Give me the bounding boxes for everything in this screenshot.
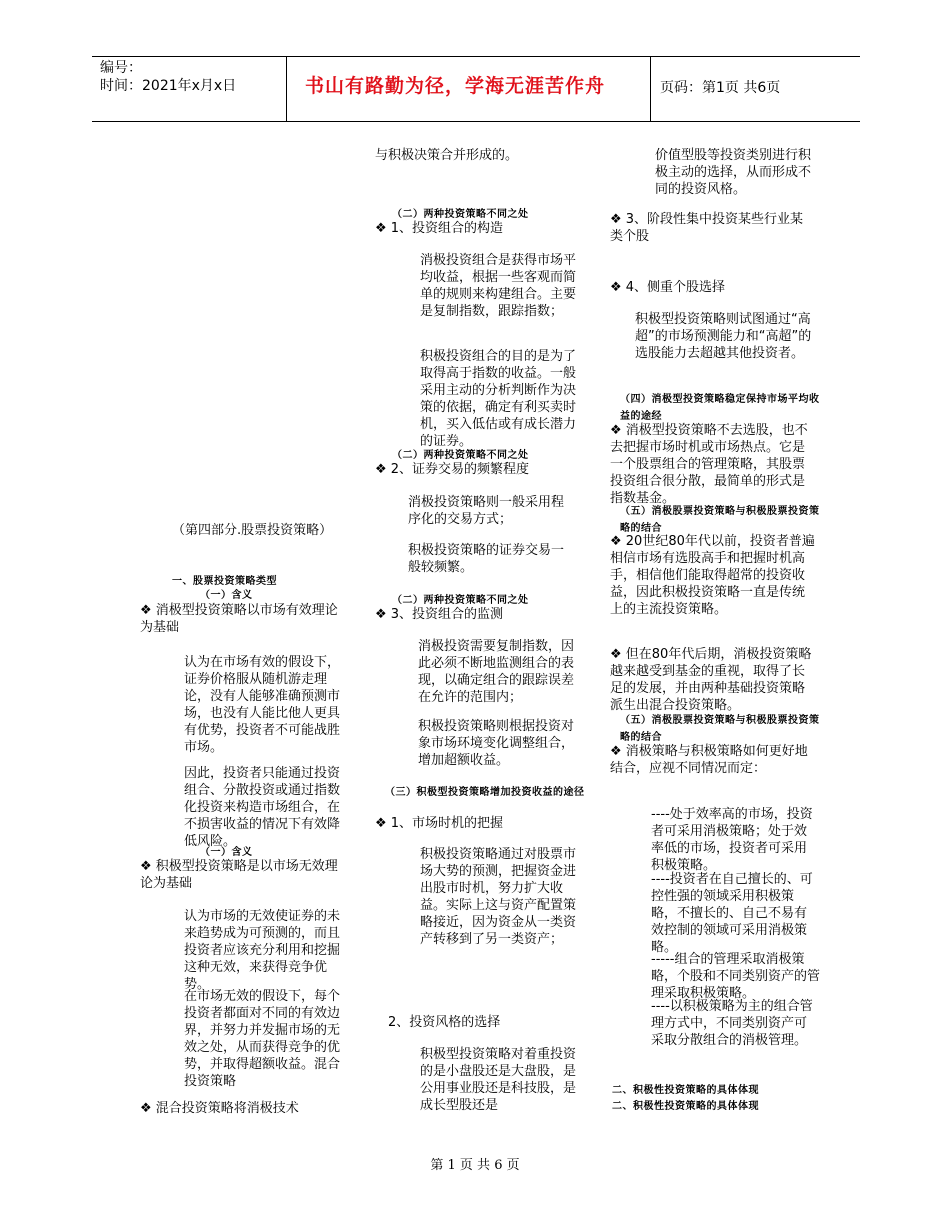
paragraph: 积极投资组合的目的是为了取得高于指数的收益。一般采用主动的分析判断作为决策的依据，确定有利买卖时机，买入低估或有成长潜力的证券。 xyxy=(420,349,577,449)
paragraph: 积极型投资策略对着重投资的是小盘股还是大盘股，是公用事业股还是科技股，是成长型股还是 xyxy=(420,1047,577,1113)
section-heading: 二、积极性投资策略的具体体现 xyxy=(612,1101,759,1112)
list-item: ----以积极策略为主的组合管理方式中，不同类别资产可采取分散组合的消极管理。 xyxy=(651,999,813,1048)
header-divider-right xyxy=(650,56,651,122)
mixed-strategy-line: ❖ 混合投资策略将消极技术 xyxy=(140,1101,299,1116)
list-item: ----投资者在自己擅长的、可控性强的领域采用积极策略，不擅长的、自己不易有效控制的领域可采用消极策略。 xyxy=(651,872,813,955)
paragraph: ❖ 但在80年代后期，消极投资策略越来越受到基金的重视，取得了长足的发展，并由两种基础投资策略派生出混合投资策略。 xyxy=(610,647,812,713)
header-page-info: 页码：第1页 共6页 xyxy=(660,80,781,96)
item-heading: ❖ 3、阶段性集中投资某些行业某类个股 xyxy=(610,212,804,244)
item-heading: 2、投资风格的选择 xyxy=(388,1015,501,1030)
item-heading: ❖ 4、侧重个股选择 xyxy=(610,280,726,295)
section-heading: （二）两种投资策略不同之处 xyxy=(392,450,529,461)
paragraph: ❖ 消极型投资策略不去选股，也不去把握市场时机或市场热点。它是一个股票组合的管理策略，其股票投资组合很分散，最简单的形式是指数基金。 xyxy=(610,423,808,506)
passive-paragraph-2: 因此，投资者只能通过投资组合、分散投资或通过指数化投资来构造市场组合，在不损害收益的情况下有效降低风险。 xyxy=(184,766,341,849)
list-item: -----组合的管理采取消极策略，个股和不同类别资产的管理采取积极策略。 xyxy=(651,952,821,1001)
list-item: ----处于效率高的市场，投资者可采用消极策略；处于效率低的市场，投资者可采用积极策略。 xyxy=(651,807,813,873)
paragraph: 积极投资策略的证券交易一般较频繁。 xyxy=(408,543,565,575)
paragraph: 积极型投资策略则试图通过“高超”的市场预测能力和“高超”的选股能力去超越其他投资者。 xyxy=(635,312,812,361)
active-strategy-heading: ❖ 积极型投资策略是以市场无效理论为基础 xyxy=(140,859,338,891)
page-footer: 第 1 页 共 6 页 xyxy=(430,1158,520,1173)
paragraph: 消极投资需要复制指数，因此必须不断地监测组合的表现，以确定组合的跟踪误差在允许的范围内； xyxy=(418,639,575,705)
passive-strategy-heading: ❖ 消极型投资策略以市场有效理论为基础 xyxy=(140,603,338,635)
paragraph: ❖ 20世纪80年代以前，投资者普遍相信市场有选股高手和把握时机高手，相信他们能取得超常的投资收益，因此积极投资策略一直是传统上的主流投资策略。 xyxy=(610,534,815,617)
header-time: 时间：2021年x月x日 xyxy=(100,78,237,94)
paragraph: 消极投资组合是获得市场平均收益，根据一些客观而简单的规则来构建组合。主要是复制指数，跟踪指数； xyxy=(420,253,577,319)
header-bottom-rule xyxy=(92,121,860,122)
section-heading: （二）两种投资策略不同之处 xyxy=(392,595,529,606)
paragraph: ❖ 消极策略与积极策略如何更好地结合，应视不同情况而定： xyxy=(610,744,808,776)
paragraph: 积极投资策略则根据投资对象市场环境变化调整组合，增加超额收益。 xyxy=(418,719,575,768)
subsection-heading: （一）含义 xyxy=(200,847,253,858)
column2-intro: 与积极决策合并形成的。 xyxy=(375,148,519,163)
item-heading: ❖ 3、投资组合的监测 xyxy=(375,607,504,622)
header-motto: 书山有路勤为径，学海无涯苦作舟 xyxy=(305,75,606,97)
section-heading: （五）消极股票投资策略与积极股票投资策略的结合 xyxy=(620,506,820,534)
section-heading: （五）消极股票投资策略与积极股票投资策略的结合 xyxy=(620,715,820,743)
paragraph: 积极投资策略通过对股票市场大势的预测，把握资金进出股市时机，努力扩大收益。实际上这与资产配置策略接近，因为资金从一类资产转移到了另一类资产； xyxy=(420,847,577,947)
section-heading: （二）两种投资策略不同之处 xyxy=(392,209,529,220)
section-heading: 二、积极性投资策略的具体体现 xyxy=(612,1085,759,1096)
active-paragraph-2: 在市场无效的假设下，每个投资者都面对不同的有效边界，并努力并发掘市场的无效之处，从而获得竞争的优势，并取得超额收益。混合投资策略 xyxy=(184,989,341,1089)
part-title: （第四部分.股票投资策略） xyxy=(172,523,333,538)
section-heading: （三）积极型投资策略增加投资收益的途径 xyxy=(385,787,585,798)
paragraph: 价值型股等投资类别进行积极主动的选择，从而形成不同的投资风格。 xyxy=(655,148,812,197)
header-top-rule xyxy=(92,56,860,57)
passive-paragraph-1: 认为在市场有效的假设下，证券价格服从随机游走理论，没有人能够准确预测市场，也没有人能比他人更具有优势，投资者不可能战胜市场。 xyxy=(184,655,341,755)
header-divider-left xyxy=(286,56,287,122)
section-heading: 一、股票投资策略类型 xyxy=(172,576,277,587)
item-heading: ❖ 1、市场时机的把握 xyxy=(375,816,504,831)
subsection-heading: （一）含义 xyxy=(200,590,253,601)
item-heading: ❖ 1、投资组合的构造 xyxy=(375,221,504,236)
active-paragraph-1: 认为市场的无效使证券的未来趋势成为可预测的，而且投资者应该充分利用和挖掘这种无效，来获得竞争优势。 xyxy=(184,909,341,992)
section-heading: （四）消极型投资策略稳定保持市场平均收益的途经 xyxy=(620,394,820,422)
header-number: 编号： xyxy=(100,60,142,76)
item-heading: ❖ 2、证券交易的频繁程度 xyxy=(375,462,530,477)
paragraph: 消极投资策略则一般采用程序化的交易方式； xyxy=(408,495,565,527)
